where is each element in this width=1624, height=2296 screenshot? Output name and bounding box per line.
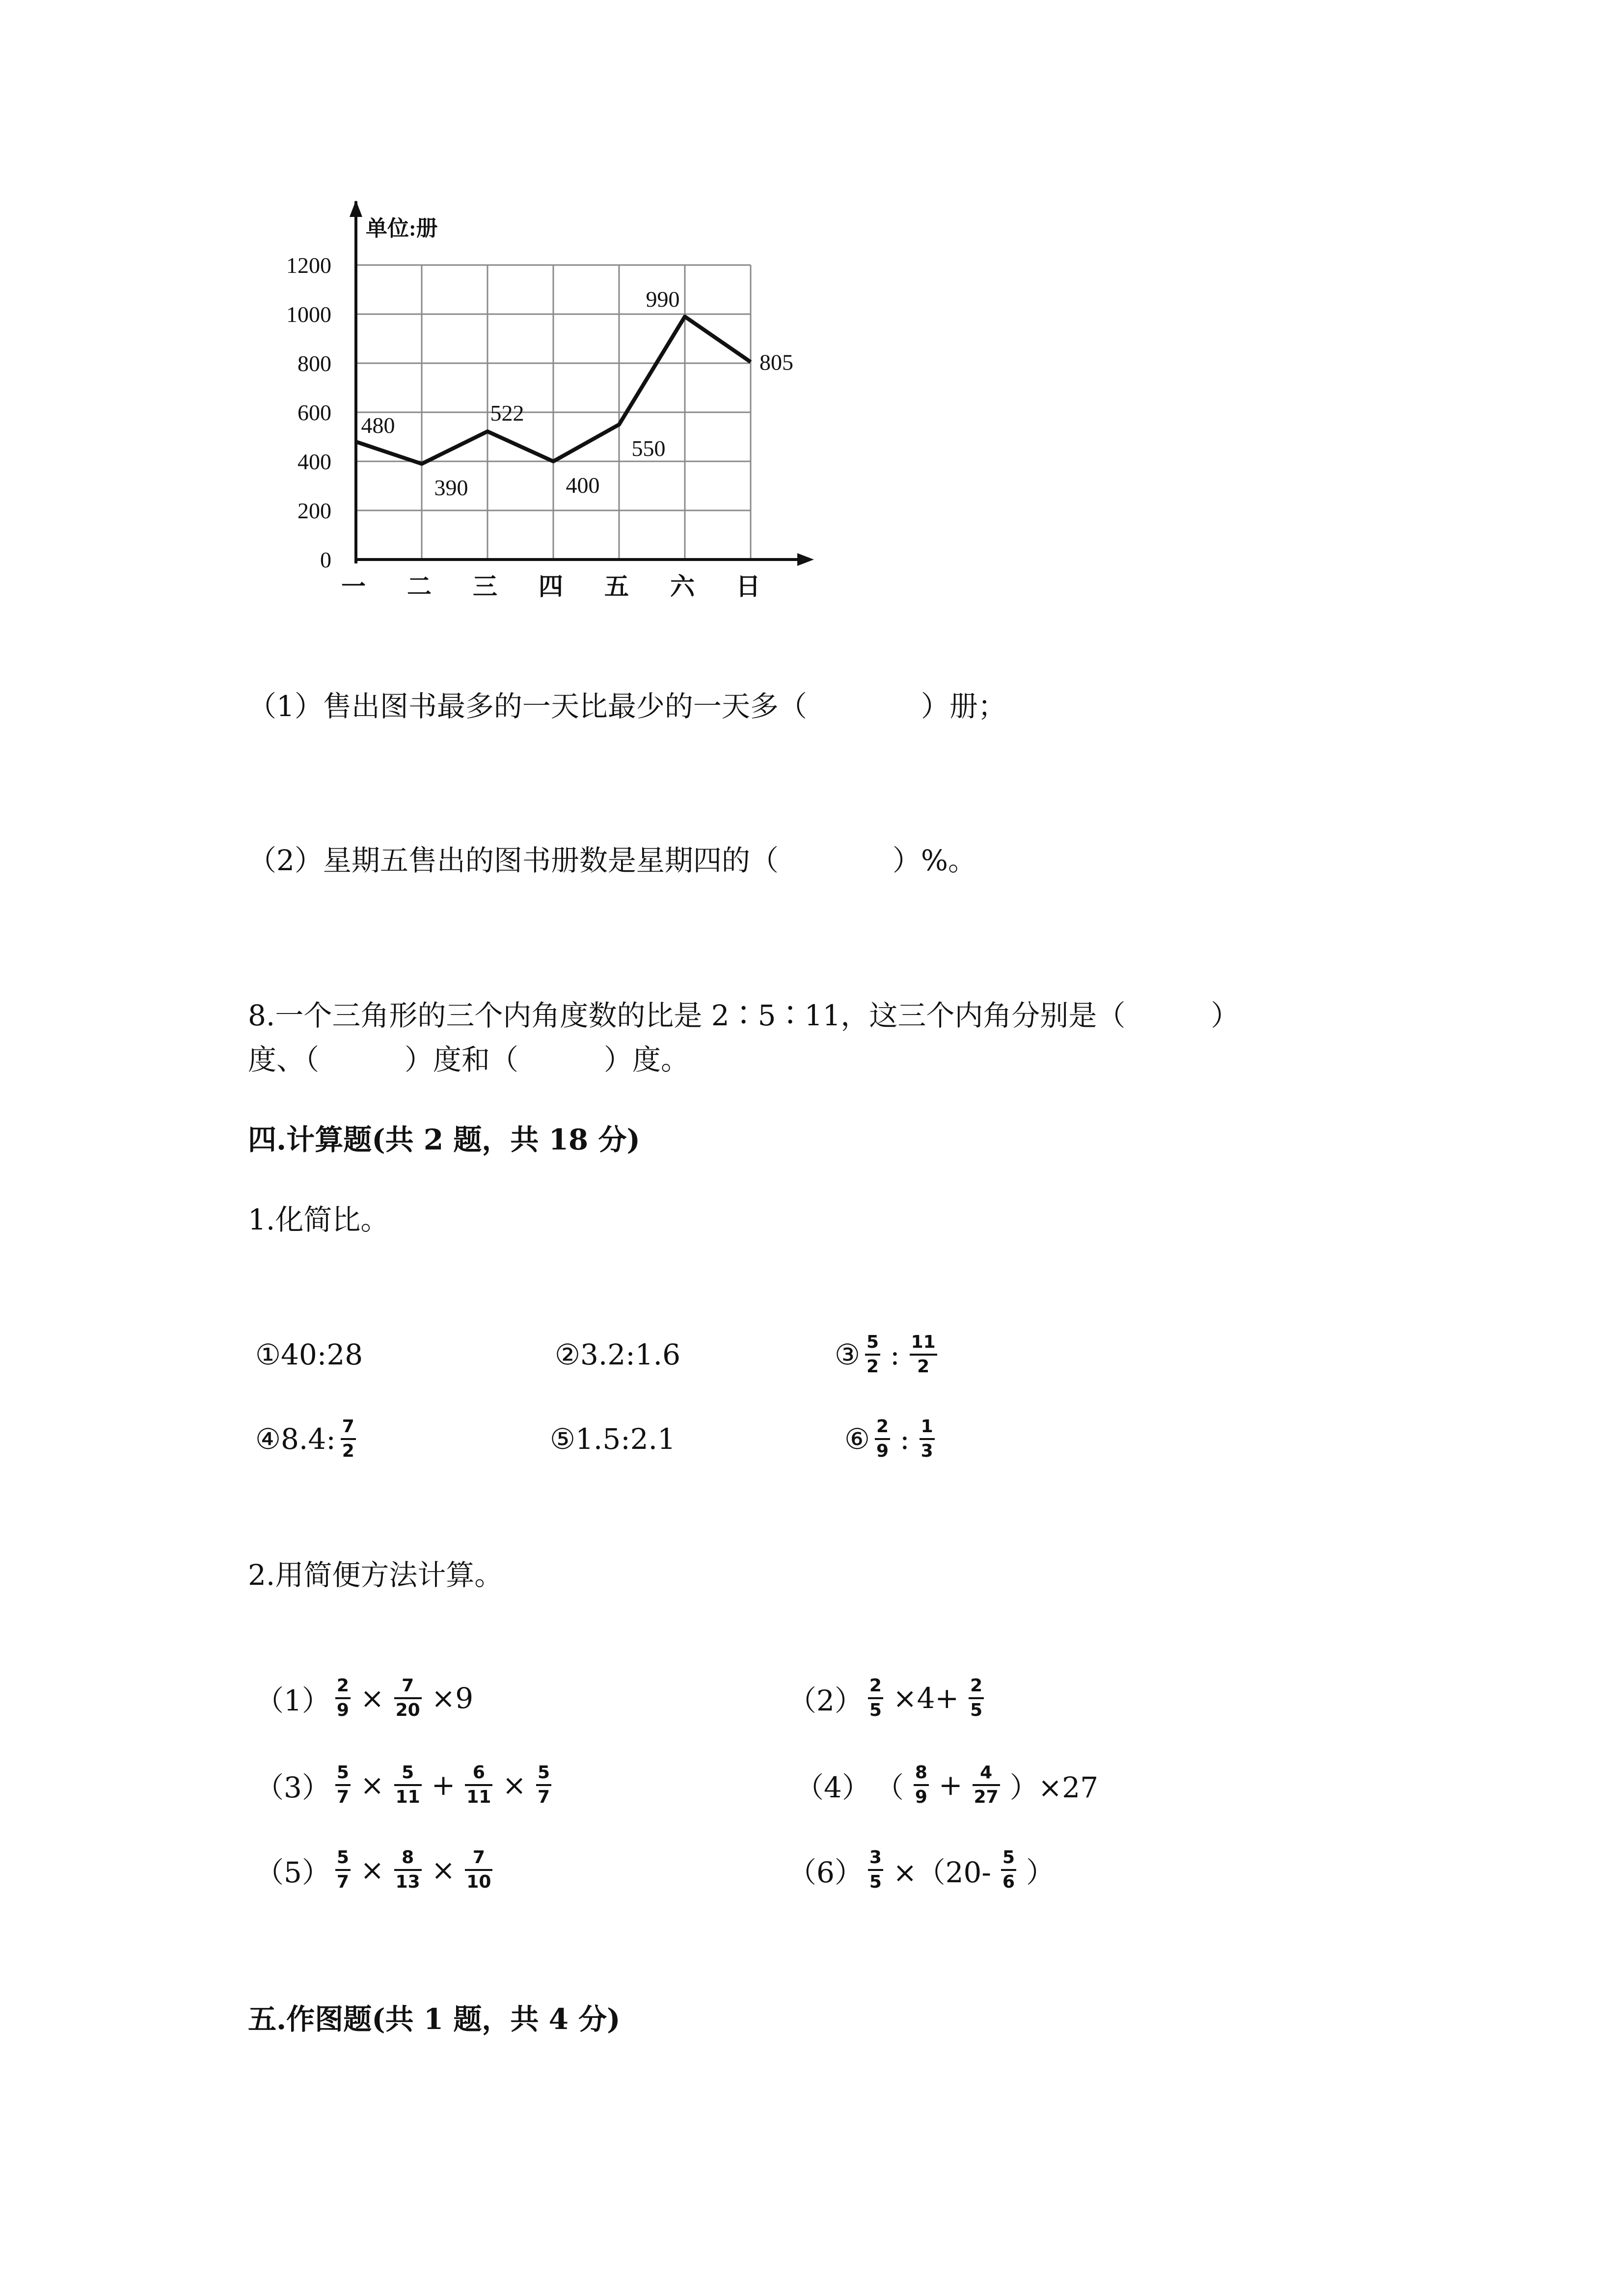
close-paren: ） [1026, 1856, 1055, 1889]
close-paren-tail: ）×27 [1009, 1771, 1099, 1804]
data-label: 480 [361, 413, 395, 438]
y-tick-label: 0 [320, 547, 331, 572]
fraction [335, 1763, 351, 1807]
ratio-sep: : [890, 1338, 900, 1371]
denominator: 11 [466, 1787, 491, 1807]
x-tick-label: 二 [407, 573, 432, 600]
x-tick-label: 四 [539, 573, 563, 600]
denominator: 5 [869, 1872, 882, 1892]
simplify-item-1-text: ①40:28 [255, 1338, 363, 1371]
denominator: 20 [395, 1700, 420, 1720]
numerator: 7 [472, 1847, 485, 1868]
numerator: 8 [915, 1762, 927, 1783]
sales-line-chart [265, 187, 854, 618]
numerator: 7 [342, 1416, 354, 1437]
fraction [341, 1417, 356, 1461]
fraction [865, 1333, 880, 1376]
denominator: 6 [1002, 1872, 1015, 1892]
operator-tail: ×9 [431, 1682, 474, 1715]
x-tick-label: 六 [670, 573, 695, 600]
y-tick-label: 800 [298, 351, 331, 376]
data-labels [361, 287, 794, 500]
operator: × [431, 1853, 456, 1887]
fraction [335, 1677, 351, 1720]
numerator: 5 [1002, 1847, 1015, 1868]
fraction [465, 1763, 492, 1807]
denominator: 9 [876, 1441, 889, 1461]
simplify-item-4 [255, 1410, 361, 1468]
simplify-item-3 [835, 1325, 942, 1384]
y-tick-label: 1000 [286, 302, 331, 327]
denominator: 2 [342, 1441, 354, 1461]
fraction [910, 1333, 937, 1376]
numerator: 11 [911, 1332, 936, 1353]
numerator: 5 [538, 1762, 550, 1783]
fraction [536, 1763, 551, 1807]
question-7-2: （2）星期五售出的图书册数是星期四的（ ）%。 [248, 844, 977, 877]
operator: ×（20- [893, 1856, 991, 1889]
data-label: 990 [646, 287, 680, 312]
denominator: 27 [974, 1787, 999, 1807]
simplify-ratio-title: 1.化简比。 [248, 1203, 389, 1236]
data-label: 522 [490, 400, 524, 426]
fraction [335, 1848, 351, 1892]
x-tick-label: 三 [473, 573, 497, 600]
y-tick-label: 200 [298, 498, 331, 523]
data-label: 550 [631, 436, 666, 461]
numerator: 6 [472, 1762, 485, 1783]
simplify-item-6 [844, 1410, 940, 1468]
calc-item-5-label: （5） [255, 1856, 330, 1889]
simplify-item-3-marker: ③ [835, 1338, 860, 1371]
y-tick-label: 1200 [286, 253, 331, 278]
data-label: 400 [566, 473, 600, 498]
numerator: 1 [920, 1416, 933, 1437]
denominator: 2 [866, 1357, 879, 1377]
section-4-heading: 四.计算题(共 2 题，共 18 分) [248, 1123, 640, 1156]
calc-item-1 [255, 1669, 478, 1728]
y-tick-label: 600 [298, 400, 331, 425]
denominator: 2 [917, 1357, 930, 1377]
simplify-item-5 [550, 1410, 676, 1468]
data-label: 805 [759, 349, 793, 375]
y-tick-labels [286, 253, 331, 572]
numerator: 2 [869, 1676, 882, 1696]
operator: × [360, 1768, 384, 1802]
calc-item-2 [788, 1669, 989, 1728]
denominator: 3 [920, 1441, 933, 1461]
chart-grid [356, 265, 751, 560]
question-8-line-2: 度、（ ）度和（ ）度。 [248, 1043, 690, 1076]
calc-item-6-label: （6） [788, 1856, 863, 1889]
calc-item-4-label: （4） [795, 1771, 870, 1804]
calc-item-2-label: （2） [788, 1684, 863, 1717]
denominator: 9 [915, 1787, 927, 1807]
denominator: 9 [336, 1700, 349, 1720]
operator: + [938, 1768, 963, 1802]
fraction [969, 1677, 984, 1720]
denominator: 10 [466, 1872, 491, 1892]
x-tick-labels [341, 573, 760, 600]
x-tick-label: 日 [736, 573, 760, 600]
simplify-item-5-text: ⑤1.5:2.1 [550, 1422, 676, 1456]
numerator: 2 [336, 1676, 349, 1696]
numerator: 7 [402, 1676, 414, 1696]
fraction [1001, 1848, 1016, 1892]
fraction [465, 1848, 492, 1892]
denominator: 7 [538, 1787, 550, 1807]
fraction [914, 1763, 929, 1807]
simplify-item-2 [555, 1325, 680, 1384]
simplify-item-6-marker: ⑥ [844, 1422, 870, 1456]
numerator: 5 [336, 1762, 349, 1783]
fraction [394, 1848, 422, 1892]
data-label: 390 [434, 475, 468, 500]
fraction [868, 1848, 883, 1892]
x-axis-arrow [797, 553, 814, 566]
denominator: 7 [336, 1872, 349, 1892]
y-axis-arrow [350, 200, 362, 217]
y-tick-label: 400 [298, 449, 331, 474]
denominator: 13 [395, 1872, 420, 1892]
fraction [394, 1677, 422, 1720]
question-7-1: （1）售出图书最多的一天比最少的一天多（ ）册； [248, 690, 1006, 723]
simplify-item-4-text: ④8.4: [255, 1422, 336, 1456]
fraction [868, 1677, 883, 1720]
denominator: 11 [395, 1787, 420, 1807]
fraction [875, 1417, 890, 1461]
numerator: 5 [866, 1332, 879, 1353]
numerator: 2 [970, 1676, 983, 1696]
numerator: 4 [980, 1762, 993, 1783]
simplify-item-1 [255, 1325, 363, 1384]
operator: ×4+ [893, 1682, 959, 1715]
fraction [920, 1417, 935, 1461]
simple-calc-title: 2.用简便方法计算。 [248, 1558, 503, 1592]
numerator: 2 [876, 1416, 889, 1437]
numerator: 5 [402, 1762, 414, 1783]
operator: × [360, 1853, 384, 1887]
calc-item-6 [788, 1841, 1059, 1899]
x-tick-label: 五 [604, 573, 629, 600]
operator: × [360, 1682, 384, 1715]
calc-item-5 [255, 1841, 497, 1899]
fraction [973, 1763, 1000, 1807]
denominator: 7 [336, 1787, 349, 1807]
simplify-item-2-text: ②3.2:1.6 [555, 1338, 681, 1371]
numerator: 3 [869, 1847, 882, 1868]
operator: × [502, 1768, 527, 1802]
unit-label: 单位:册 [366, 216, 438, 240]
numerator: 5 [336, 1847, 349, 1868]
fraction [394, 1763, 422, 1807]
calc-item-3-label: （3） [255, 1771, 330, 1804]
question-8-line-1: 8.一个三角形的三个内角度数的比是 2∶5∶11，这三个内角分别是（ ） [248, 999, 1240, 1032]
calc-item-1-label: （1） [255, 1684, 330, 1717]
x-tick-label: 一 [341, 573, 366, 600]
section-5-heading: 五.作图题(共 1 题，共 4 分) [248, 2002, 621, 2036]
operator: + [431, 1768, 456, 1802]
numerator: 8 [402, 1847, 414, 1868]
denominator: 5 [970, 1700, 983, 1720]
open-paren: （ [875, 1771, 904, 1804]
ratio-sep: : [900, 1422, 910, 1456]
calc-item-4 [795, 1756, 1103, 1815]
denominator: 5 [869, 1700, 882, 1720]
calc-item-3 [255, 1756, 556, 1815]
